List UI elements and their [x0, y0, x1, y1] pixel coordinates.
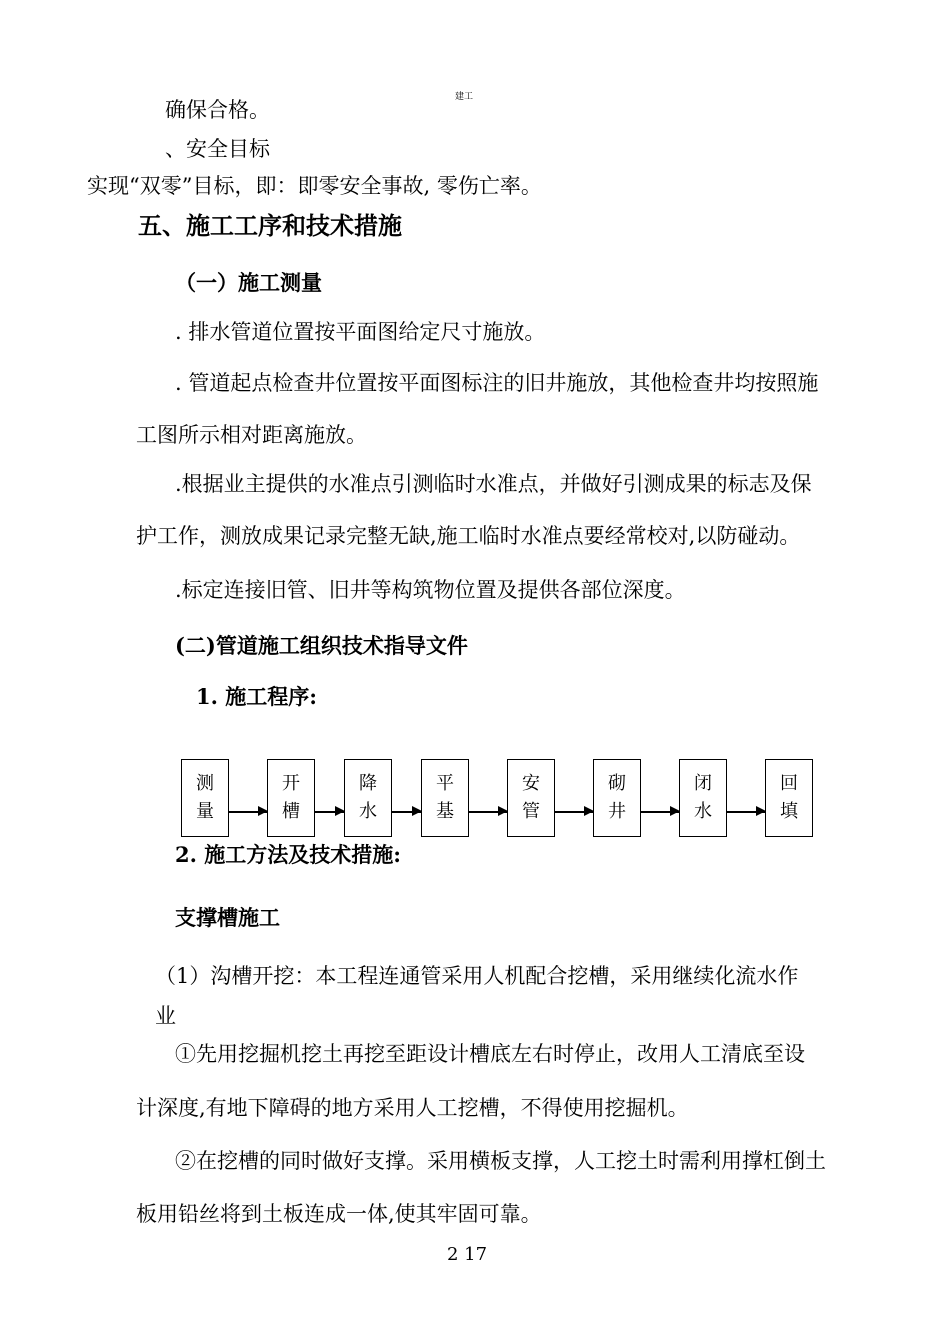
flow-arrow [315, 811, 344, 813]
flow-arrow [555, 811, 593, 813]
flow-step-box [421, 759, 469, 837]
flow-arrow [392, 811, 421, 813]
flow-step-box [679, 759, 727, 837]
text-line: 护工作，测放成果记录完整无缺,施工临时水准点要经常校对,以防碰动。 [136, 524, 801, 548]
flow-arrow [727, 811, 765, 813]
subsection-heading: （一）施工测量 [175, 270, 322, 295]
flow-step-char: 平 [436, 773, 454, 794]
flow-step-box [267, 759, 315, 837]
flow-step-char: 填 [780, 801, 798, 822]
text-line: .根据业主提供的水准点引测临时水准点，并做好引测成果的标志及保 [175, 472, 812, 496]
subsection-heading: 1. 施工程序: [196, 684, 317, 709]
process-flowchart [181, 759, 821, 839]
text-line: ②在挖槽的同时做好支撑。采用横板支撑，人工挖土时需利用撑杠倒土 [175, 1149, 826, 1173]
flow-step-char: 水 [359, 801, 377, 822]
text-line: 业 [155, 1004, 176, 1028]
text-line: 实现“双零”目标，即：即零安全事故, 零伤亡率。 [87, 174, 542, 198]
flow-step-char: 槽 [282, 801, 300, 822]
text-line: 工图所示相对距离施放。 [136, 423, 367, 447]
flow-step-box [765, 759, 813, 837]
text-line: 计深度,有地下障碍的地方采用人工挖槽，不得使用挖掘机。 [136, 1096, 689, 1120]
flow-step-char: 安 [522, 773, 540, 794]
flow-step-box [507, 759, 555, 837]
flow-step-char: 回 [780, 773, 798, 794]
flow-step-char: 水 [694, 801, 712, 822]
page-header: 建工 [455, 92, 474, 102]
flow-step-char: 量 [196, 801, 214, 822]
flow-step-char: 基 [436, 801, 454, 822]
text-line: .标定连接旧管、旧井等构筑物位置及提供各部位深度。 [175, 578, 686, 602]
flow-step-char: 测 [196, 773, 214, 794]
flow-step-char: 降 [359, 773, 377, 794]
flow-step-box [593, 759, 641, 837]
text-line: . 排水管道位置按平面图给定尺寸施放。 [175, 320, 546, 344]
text-line: . 管道起点检查井位置按平面图标注的旧井施放，其他检查井均按照施 [175, 371, 819, 395]
text-line: 板用铅丝将到土板连成一体,使其牢固可靠。 [136, 1202, 542, 1226]
flow-step-char: 井 [608, 801, 626, 822]
flow-step-char: 管 [522, 801, 540, 822]
flow-arrow [641, 811, 679, 813]
flow-step-char: 砌 [608, 773, 626, 794]
text-line: 确保合格。 [165, 98, 270, 122]
text-line: 、安全目标 [165, 137, 270, 161]
flow-step-box [344, 759, 392, 837]
flow-arrow [229, 811, 267, 813]
page-number: 2 17 [447, 1244, 488, 1265]
section-heading: 五、施工工序和技术措施 [138, 211, 402, 240]
text-line: （1）沟槽开挖：本工程连通管采用人机配合挖槽，采用继续化流水作 [155, 964, 799, 988]
subsection-heading: 支撑槽施工 [175, 905, 280, 930]
flow-arrow [469, 811, 507, 813]
text-line: ①先用挖掘机挖土再挖至距设计槽底左右时停止，改用人工清底至设 [175, 1042, 805, 1066]
subsection-heading: (二)管道施工组织技术指导文件 [175, 633, 468, 658]
flow-step-char: 闭 [694, 773, 712, 794]
flow-step-char: 开 [282, 773, 300, 794]
subsection-heading: 2. 施工方法及技术措施: [175, 842, 401, 867]
flow-step-box [181, 759, 229, 837]
